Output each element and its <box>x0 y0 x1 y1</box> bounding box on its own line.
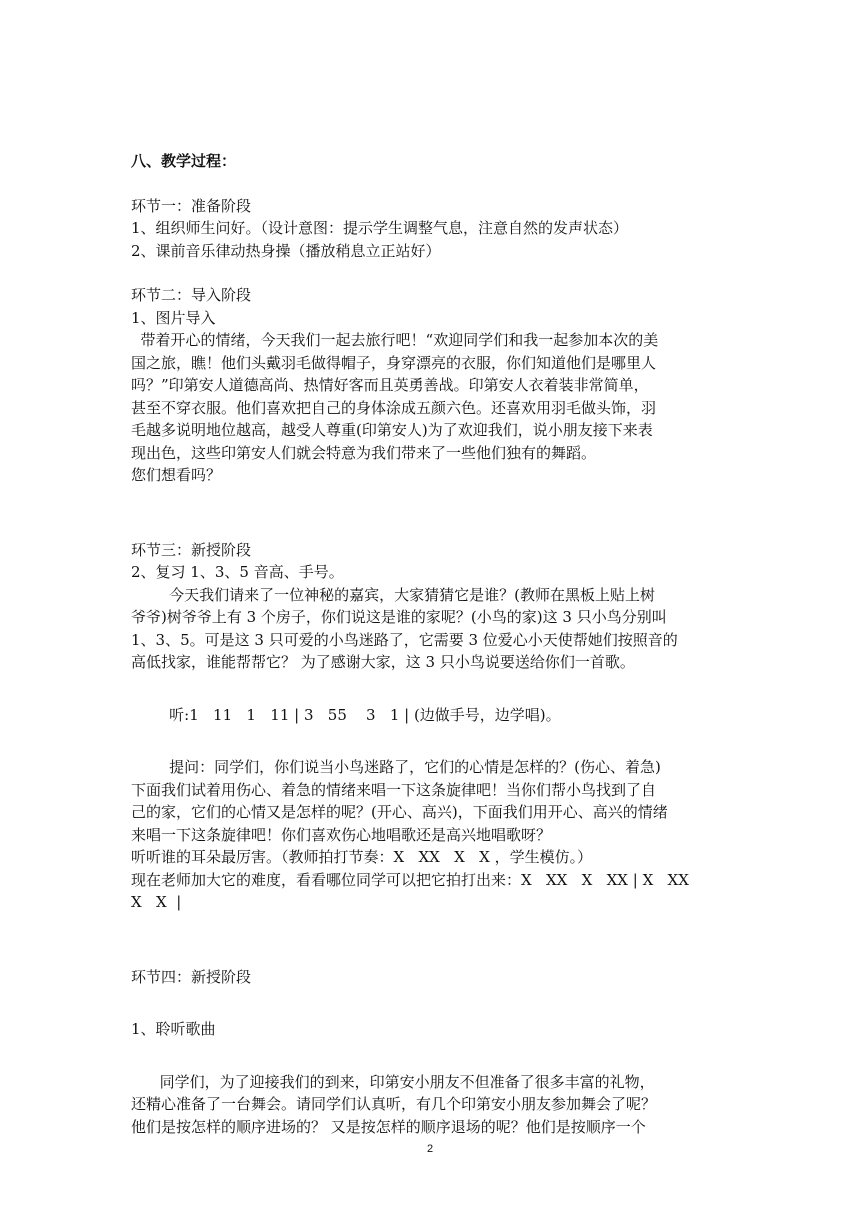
page-number: 2 <box>426 1143 434 1155</box>
listen-notation-line: 听:1 11 1 11 | 3 55 3 1 | (边做手号，边学唱)。 <box>131 705 561 724</box>
stage2-heading: 环节二：导入阶段 <box>131 286 252 304</box>
stage3-para2-line: 来唱一下这条旋律吧！你们喜欢伤心地唱歌还是高兴地唱歌呀？ <box>131 825 552 844</box>
stage2-para-line: 您们想看吗？ <box>131 466 222 484</box>
stage2-para-line: 毛越多说明地位越高，越受人尊重(印第安人)为了欢迎我们，说小朋友接下来表 <box>131 421 653 439</box>
stage2-para-line: 甚至不穿衣服。他们喜欢把自己的身体涂成五颜六色。还喜欢用羽毛做头饰，羽 <box>131 398 657 417</box>
stage4-para-line: 他们是按怎样的顺序进场的？ 又是按怎样的顺序退场的呢？他们是按顺序一个 <box>131 1117 646 1136</box>
stage2-para-line: 现出色，这些印第安人们就会特意为我们带来了一些他们独有的舞蹈。 <box>131 443 597 462</box>
stage3-para1-line: 高低找家，谁能帮帮它？ 为了感谢大家，这 3 只小鸟说要送给你们一首歌。 <box>131 653 635 671</box>
stage3-para2-line: 提问：同学们，你们说当小鸟迷路了，它们的心情是怎样的？(伤心、着急) <box>131 758 661 776</box>
stage1-item-1: 1、组织师生问好。（设计意图：提示学生调整气息，注意自然的发声状态） <box>131 219 629 237</box>
stage4-item: 1、聆听歌曲 <box>131 1020 216 1038</box>
stage2-para-line: 带着开心的情绪，今天我们一起去旅行吧！“欢迎同学们和我一起参加本次的美 <box>131 331 659 349</box>
stage3-para1-line: 1、3、5。可是这 3 只可爱的小鸟迷路了，它需要 3 位爱心小天使帮她们按照音的 <box>131 630 678 649</box>
stage3-para1-line: 爷爷)树爷爷上有 3 个房子，你们说这是谁的家呢？(小鸟的家)这 3 只小鸟分别叫 <box>131 608 667 626</box>
stage4-para-line: 还精心准备了一台舞会。请同学们认真听，有几个印第安小朋友参加舞会了呢？ <box>131 1095 657 1113</box>
stage4-heading: 环节四：新授阶段 <box>131 967 252 986</box>
stage1-item-2: 2、课前音乐律动热身操（播放稍息立正站好） <box>131 241 441 260</box>
stage1-heading: 环节一：准备阶段 <box>131 196 252 215</box>
stage3-para2-line: 己的家，它们的心情又是怎样的呢？(开心、高兴)，下面我们用开心、高兴的情绪 <box>131 803 668 821</box>
stage3-para2-line: X X | <box>131 893 182 911</box>
section-title: 八、教学过程： <box>131 152 237 170</box>
page-content <box>131 150 731 1138</box>
stage2-para-line: 吗？”印第安人道德高尚、热情好客而且英勇善战。印第安人衣着装非常简单， <box>131 376 649 394</box>
stage2-para-line: 国之旅，瞧！他们头戴羽毛做得帽子，身穿漂亮的衣服，你们知道他们是哪里人 <box>131 353 657 372</box>
stage3-heading: 环节三：新授阶段 <box>131 540 252 559</box>
stage3-para2-line: 下面我们试着用伤心、着急的情绪来唱一下这条旋律吧！当你们帮小鸟找到了自 <box>131 780 657 799</box>
stage3-para2-line: 听听谁的耳朵最厉害。（教师拍打节奏：X XX X X ，学生模仿。） <box>131 848 593 866</box>
stage3-item: 2、复习 1、3、5 音高、手号。 <box>131 563 344 581</box>
stage3-para1-line: 今天我们请来了一位神秘的嘉宾，大家猜猜它是谁？(教师在黑板上贴上树 <box>131 585 655 604</box>
stage4-para-line: 同学们，为了迎接我们的到来，印第安小朋友不但准备了很多丰富的礼物， <box>131 1072 655 1091</box>
stage3-para2-line: 现在老师加大它的难度，看看哪位同学可以把它拍打出来：X XX X XX | X XX <box>131 870 689 889</box>
stage2-item: 1、图片导入 <box>131 308 216 327</box>
